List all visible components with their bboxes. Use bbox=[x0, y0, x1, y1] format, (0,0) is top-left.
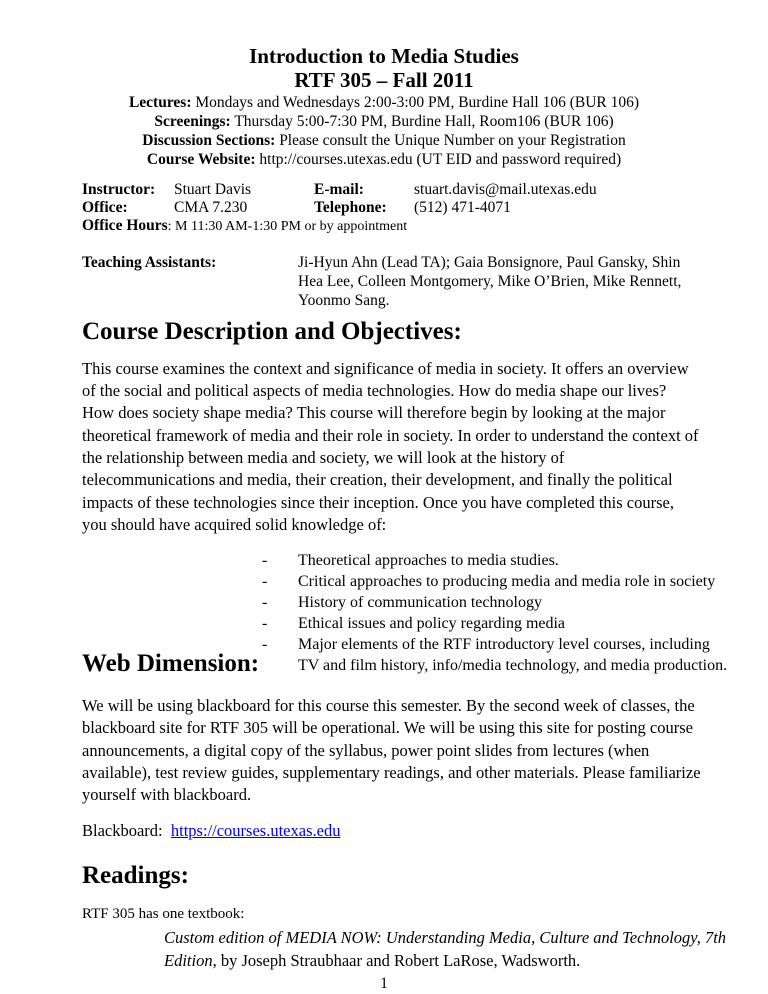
discussion-label: Discussion Sections: bbox=[142, 132, 276, 149]
discussion-line bbox=[0, 132, 768, 150]
ta-line: Hea Lee, Colleen Montgomery, Mike O’Brien, Mike Rennett, bbox=[298, 273, 682, 290]
ta-line: Ji-Hyun Ahn (Lead TA); Gaia Bonsignore, Paul Gansky, Shin bbox=[298, 254, 681, 271]
office-value: CMA 7.230 bbox=[174, 199, 248, 216]
web-line: announcements, a digital copy of the syllabus, power point slides from lectures (when bbox=[82, 741, 650, 760]
bullet-marker: - bbox=[262, 636, 268, 653]
readings-intro: RTF 305 has one textbook: bbox=[82, 906, 245, 922]
bullet-marker: - bbox=[262, 552, 268, 569]
description-heading: Course Description and Objectives: bbox=[82, 318, 462, 345]
blackboard-line bbox=[82, 820, 340, 842]
page-number: 1 bbox=[380, 975, 388, 992]
description-line: of the social and political aspects of media technologies. How do media shape our lives? bbox=[82, 381, 667, 400]
office-label: Office: bbox=[82, 199, 128, 216]
blackboard-label: Blackboard: bbox=[82, 821, 171, 840]
telephone-value: (512) 471-4071 bbox=[414, 199, 511, 216]
ta-line: Yoonmo Sang. bbox=[298, 292, 390, 309]
blackboard-link[interactable]: https://courses.utexas.edu bbox=[170, 821, 341, 840]
description-line: This course examines the context and significance of media in society. It offers an overview bbox=[82, 359, 689, 378]
office-hours-line bbox=[82, 217, 407, 235]
textbook-authors: , by Joseph Straubhaar and Robert LaRose, Wadsworth. bbox=[212, 951, 581, 970]
screenings-label: Screenings: bbox=[154, 113, 231, 130]
lectures-label: Lectures: bbox=[128, 94, 192, 111]
bullet-item: History of communication technology bbox=[298, 594, 542, 611]
discussion-value: Please consult the Unique Number on your Registration bbox=[275, 132, 626, 149]
course-title: Introduction to Media Studies bbox=[249, 44, 519, 68]
textbook-title: Custom edition of MEDIA NOW: Understanding Media, Culture and Technology, 7th bbox=[164, 928, 727, 947]
readings-heading: Readings: bbox=[82, 862, 189, 889]
website-value: http://courses.utexas.edu (UT EID and password required) bbox=[255, 151, 622, 168]
lectures-value: Mondays and Wednesdays 2:00-3:00 PM, Burdine Hall 106 (BUR 106) bbox=[191, 94, 640, 111]
bullet-continuation: TV and film history, info/media technology, and media production. bbox=[298, 657, 728, 674]
instructor-label: Instructor: bbox=[82, 181, 156, 198]
description-line: theoretical framework of media and their role in society. In order to understand the context of bbox=[82, 426, 699, 445]
description-line: you should have acquired solid knowledge of: bbox=[82, 515, 387, 534]
description-line: the relationship between media and society, we will look at the history of bbox=[82, 448, 565, 467]
web-line: We will be using blackboard for this course this semester. By the second week of classes, the bbox=[82, 696, 695, 715]
textbook-edition: Edition bbox=[164, 951, 213, 970]
bullet-item: Ethical issues and policy regarding media bbox=[298, 615, 566, 632]
bullet-item: Critical approaches to producing media and media role in society bbox=[298, 573, 716, 590]
email-value: stuart.davis@mail.utexas.edu bbox=[414, 181, 597, 198]
website-label: Course Website: bbox=[146, 151, 256, 168]
description-line: impacts of these technologies since their inception. Once you have completed this course, bbox=[82, 493, 674, 512]
bullet-marker: - bbox=[262, 615, 268, 632]
office-hours-value: : M 11:30 AM-1:30 PM or by appointment bbox=[167, 219, 408, 234]
telephone-label: Telephone: bbox=[314, 199, 387, 216]
office-hours-label: Office Hours bbox=[82, 217, 168, 234]
bullet-item: Major elements of the RTF introductory level courses, including bbox=[298, 636, 710, 653]
screenings-value: Thursday 5:00-7:30 PM, Burdine Hall, Room106 (BUR 106) bbox=[230, 113, 614, 130]
bullet-marker: - bbox=[262, 594, 268, 611]
website-line bbox=[0, 151, 768, 169]
description-line: telecommunications and media, their creation, their development, and finally the political bbox=[82, 470, 673, 489]
bullet-item: Theoretical approaches to media studies. bbox=[298, 552, 559, 569]
screenings-line bbox=[0, 113, 768, 131]
email-label: E-mail: bbox=[314, 181, 364, 198]
web-line: blackboard site for RTF 305 will be operational. We will be using this site for posting course bbox=[82, 718, 693, 737]
course-subtitle: RTF 305 – Fall 2011 bbox=[294, 68, 474, 92]
web-line: yourself with blackboard. bbox=[82, 785, 252, 804]
instructor-value: Stuart Davis bbox=[174, 181, 252, 198]
bullet-marker: - bbox=[262, 573, 268, 590]
ta-label: Teaching Assistants: bbox=[82, 254, 217, 271]
lectures-line bbox=[0, 94, 768, 112]
description-line: How does society shape media? This course will therefore begin by looking at the major bbox=[82, 403, 666, 422]
textbook-details bbox=[164, 950, 580, 972]
web-line: available), test review guides, supplementary readings, and other materials. Please familiarize bbox=[82, 763, 701, 782]
web-heading: Web Dimension: bbox=[82, 650, 260, 677]
